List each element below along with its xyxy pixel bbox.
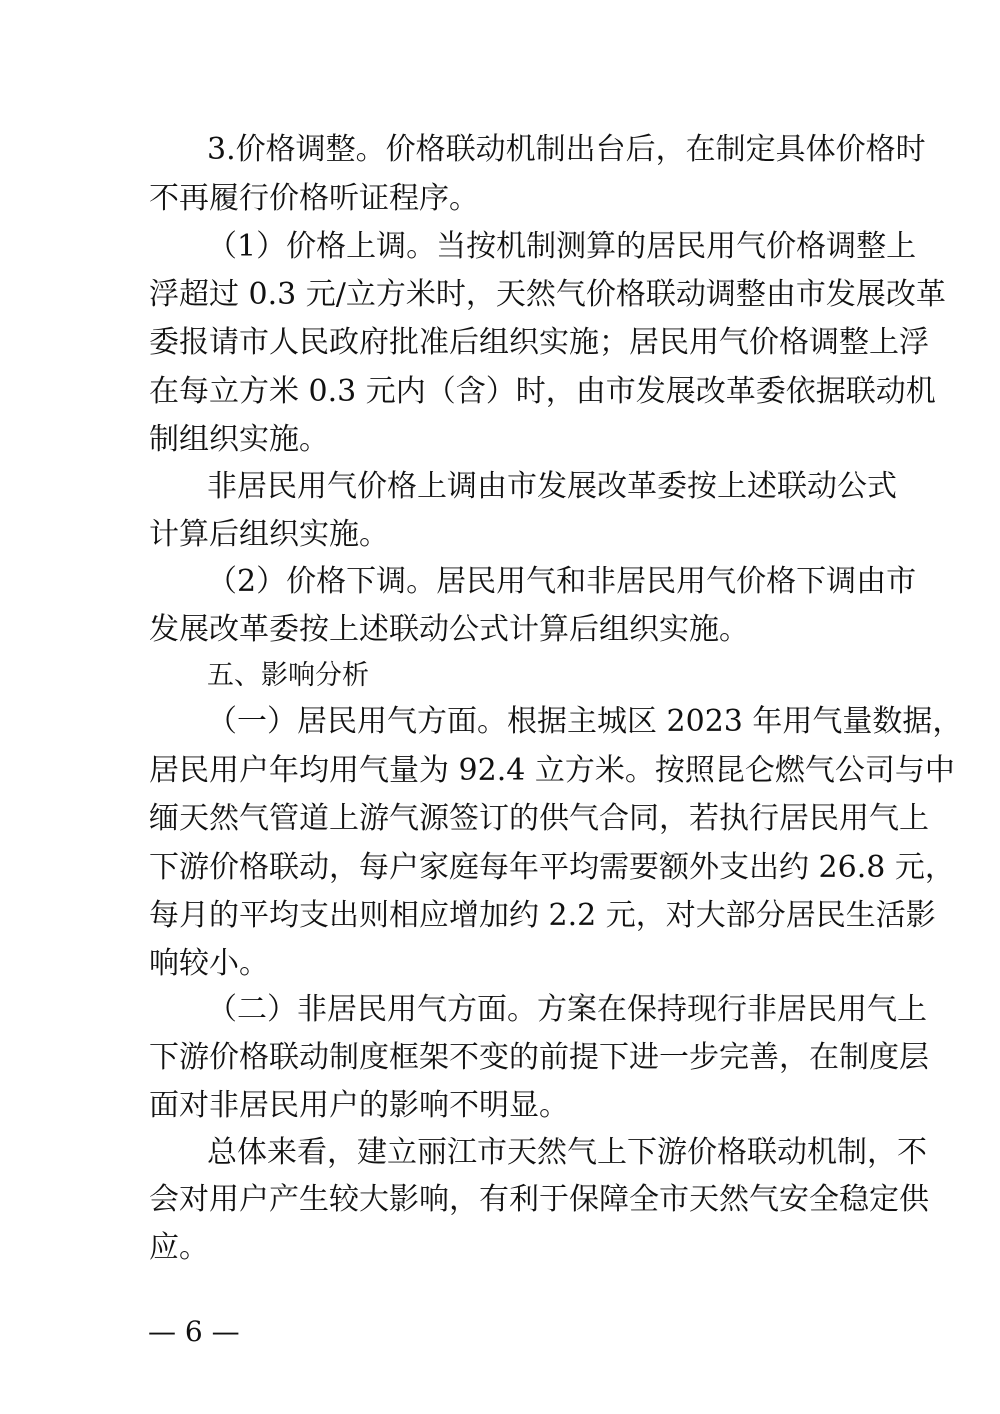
paragraph-line: 缅天然气管道上游气源签订的供气合同，若执行居民用气上 xyxy=(149,801,929,836)
paragraph-line: （二）非居民用气方面。方案在保持现行非居民用气上 xyxy=(207,992,927,1027)
paragraph-line: 发展改革委按上述联动公式计算后组织实施。 xyxy=(149,612,749,647)
paragraph-line: 总体来看，建立丽江市天然气上下游价格联动机制，不 xyxy=(207,1135,927,1170)
paragraph-line: 浮超过 0.3 元/立方米时，天然气价格联动调整由市发展改革 xyxy=(149,277,946,312)
paragraph-line: 计算后组织实施。 xyxy=(149,517,389,552)
paragraph-line: 会对用户产生较大影响，有利于保障全市天然气安全稳定供 xyxy=(149,1182,929,1217)
paragraph-line: 在每立方米 0.3 元内（含）时，由市发展改革委依据联动机 xyxy=(149,374,936,409)
paragraph-line: 不再履行价格听证程序。 xyxy=(149,181,479,216)
paragraph-line: 委报请市人民政府批准后组织实施；居民用气价格调整上浮 xyxy=(149,325,929,360)
paragraph-line: 应。 xyxy=(149,1230,209,1265)
paragraph-line: 响较小。 xyxy=(149,946,269,981)
paragraph-line: 每月的平均支出则相应增加约 2.2 元，对大部分居民生活影 xyxy=(149,898,936,933)
page-number: — 6 — xyxy=(148,1315,240,1348)
paragraph-line: （1）价格上调。当按机制测算的居民用气价格调整上 xyxy=(207,229,917,264)
paragraph-line: 居民用户年均用气量为 92.4 立方米。按照昆仑燃气公司与中 xyxy=(149,753,955,788)
paragraph-line: 3.价格调整。价格联动机制出台后，在制定具体价格时 xyxy=(207,132,926,167)
paragraph-line: 制组织实施。 xyxy=(149,422,329,457)
section-heading: 五、影响分析 xyxy=(207,660,369,691)
paragraph-line: （2）价格下调。居民用气和非居民用气价格下调由市 xyxy=(207,564,917,599)
paragraph-line: （一）居民用气方面。根据主城区 2023 年用气量数据， xyxy=(207,704,963,739)
paragraph-line: 面对非居民用户的影响不明显。 xyxy=(149,1088,569,1123)
paragraph-line: 下游价格联动，每户家庭每年平均需要额外支出约 26.8 元， xyxy=(149,850,955,885)
paragraph-line: 非居民用气价格上调由市发展改革委按上述联动公式 xyxy=(207,469,897,504)
paragraph-line: 下游价格联动制度框架不变的前提下进一步完善，在制度层 xyxy=(149,1040,929,1075)
